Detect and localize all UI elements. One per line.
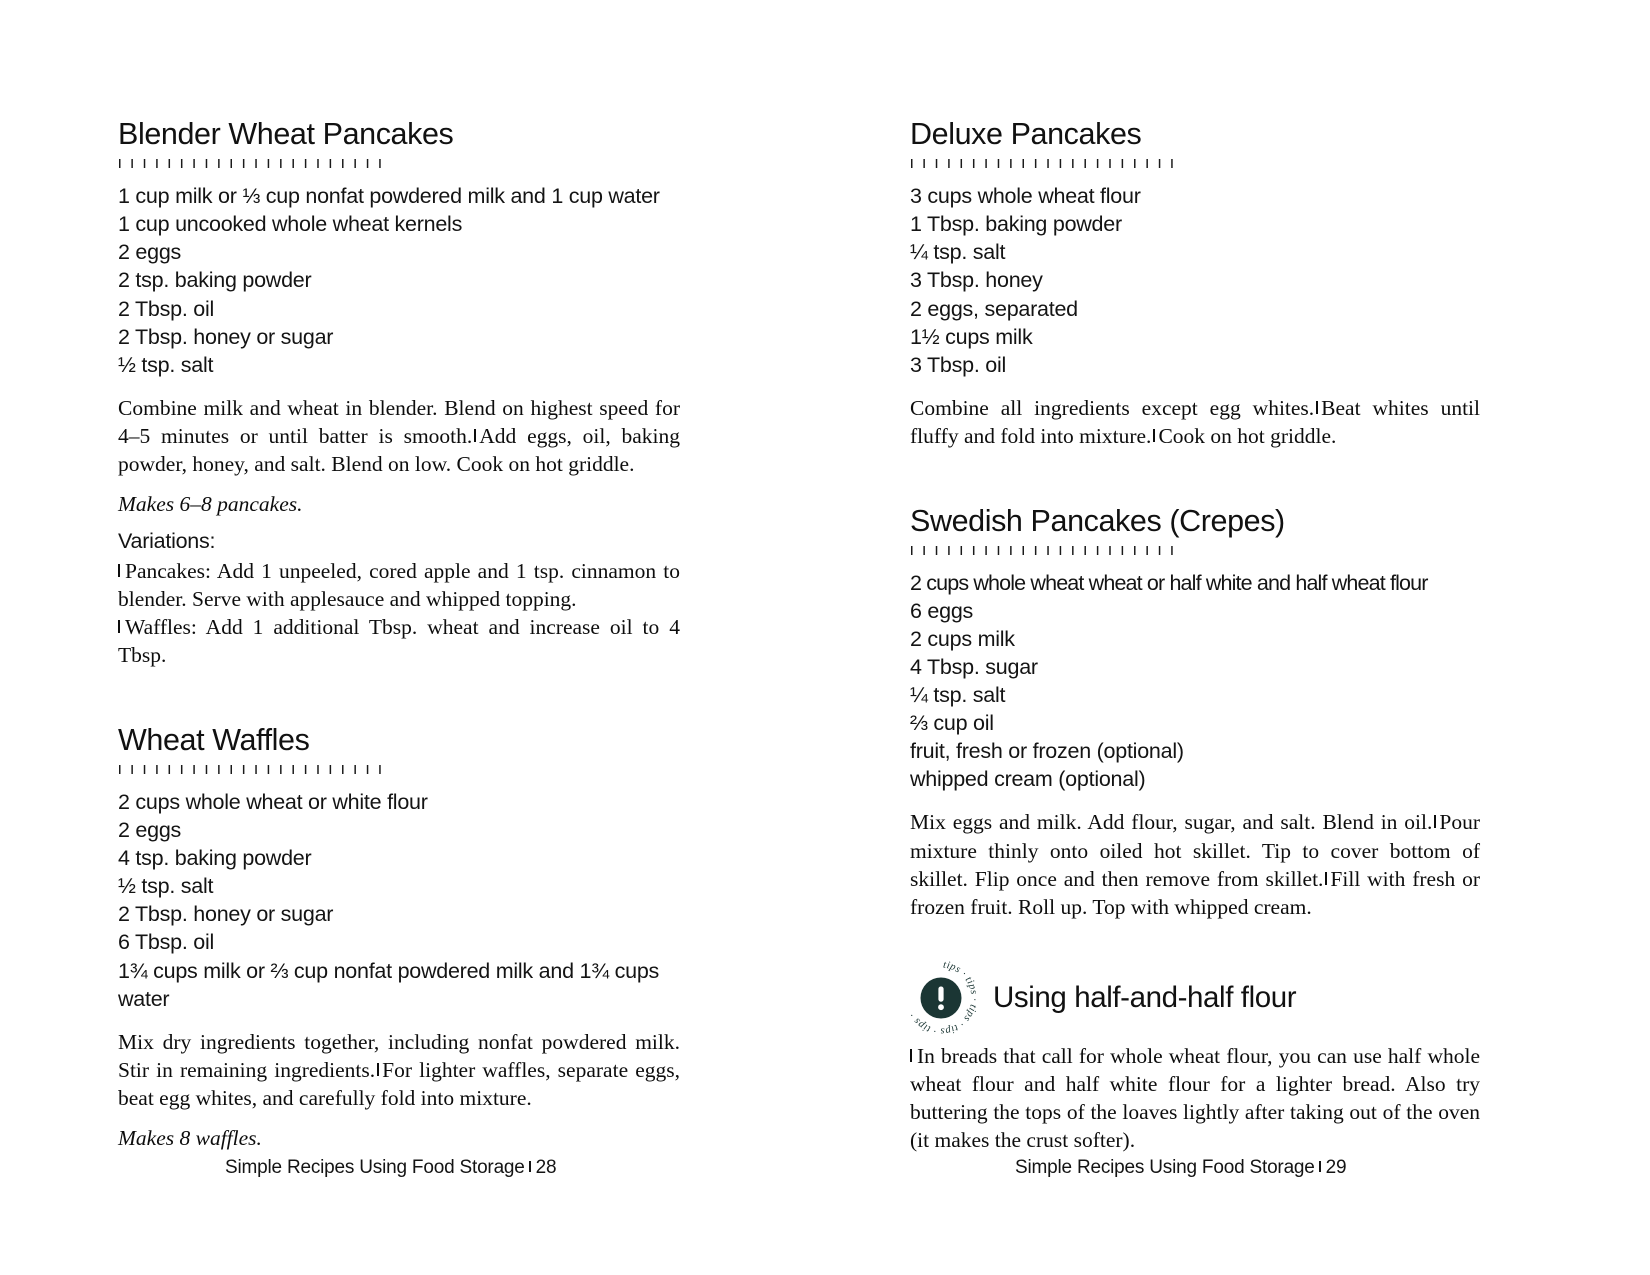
section-spacer [910,921,1480,959]
tick-separator-icon [1434,815,1436,828]
ingredient-list [910,182,1480,378]
recipe-title: Blender Wheat Pancakes [118,117,454,151]
variation-item [118,557,680,613]
ingredient-item: 2 tsp. baking powder [118,268,312,293]
ingredient-item: 2 cups whole wheat or white flour [118,790,428,815]
ingredient-item: 2 eggs [118,818,182,843]
tip-block [907,959,1480,1154]
ingredient-item: fruit, fresh or frozen (optional) [910,739,1184,764]
tick-bullet-icon [910,1049,912,1062]
tick-rule-divider [119,157,381,168]
svg-text:tips · tips · tips · tips · ti: tips · tips · tips · tips · tips · [907,959,980,1037]
recipe-title: Swedish Pancakes (Crepes) [910,503,1285,538]
recipe-yield: Makes 8 waffles. [118,1125,262,1150]
ingredient-item: 3 cups whole wheat flour [910,184,1141,209]
tick-rule-divider [911,157,1183,168]
method-sentence: Beat whites until fluffy and fold into mixture. [910,395,1480,448]
footer-book-title: Simple Recipes Using Food Storage [225,1157,525,1178]
tip-header [907,959,1480,1037]
tick-separator-icon [529,1161,531,1172]
footer-book-title: Simple Recipes Using Food Storage [1015,1157,1315,1178]
recipe-wheat-waffles [118,724,680,1153]
ingredient-list [118,788,680,1012]
page-footer-left [225,1157,556,1179]
recipe-yield: Makes 6–8 pancakes. [118,491,303,516]
ingredient-item: 2 cups whole wheat wheat or half white and half wheat flour [910,571,1428,596]
page-right [825,0,1650,1275]
page-footer-right [1015,1157,1346,1179]
ingredient-item: ¼ tsp. salt [910,240,1006,265]
ingredient-item: 2 cups milk [910,627,1015,652]
ingredient-item: 1 cup uncooked whole wheat kernels [118,212,463,237]
method-sentence: For lighter waffles, separate eggs, beat egg whites, and carefully fold into mixture. [118,1057,680,1110]
tip-body [910,1042,1480,1154]
ingredient-item: 3 Tbsp. honey [910,268,1043,293]
tip-title: Using half-and-half flour [993,980,1297,1014]
ingredient-item: 1 cup milk or ⅓ cup nonfat powdered milk and 1 cup water [118,184,660,209]
ingredient-list [910,569,1480,793]
method-sentence: Cook on hot griddle. [1158,423,1337,448]
tick-separator-icon [377,1063,379,1076]
recipe-blender-wheat-pancakes [118,118,680,669]
variation-text: Waffles: Add 1 additional Tbsp. wheat and increase oil to 4 Tbsp. [118,614,680,667]
ingredient-item: 4 Tbsp. sugar [910,655,1038,680]
method-sentence: Mix eggs and milk. Add flour, sugar, and salt. Blend in oil. [910,810,1433,835]
section-spacer [910,450,1480,505]
variation-text: Pancakes: Add 1 unpeeled, cored apple and 1 tsp. cinnamon to blender. Serve with applesauce and whipped topping. [118,558,680,611]
ingredient-item: 2 eggs [118,240,182,265]
ingredient-item: ⅔ cup oil [910,711,994,736]
ingredient-item: 2 Tbsp. honey or sugar [118,324,334,349]
page-number: 28 [535,1157,557,1178]
method-sentence: Mix dry ingredients together, including nonfat powdered milk. Stir in remaining ingredients. [118,1029,680,1082]
section-spacer [118,669,680,724]
ingredient-item: 6 Tbsp. oil [118,930,215,955]
ingredient-item: ½ tsp. salt [118,352,214,377]
tick-separator-icon [1319,1161,1321,1172]
recipe-method [118,394,680,478]
tick-separator-icon [474,429,476,442]
recipe-method [118,1028,680,1112]
ingredient-item: 3 Tbsp. oil [910,352,1007,377]
recipe-title: Deluxe Pancakes [910,117,1142,151]
recipe-deluxe-pancakes [910,118,1480,450]
ingredient-item: 1¾ cups milk or ⅔ cup nonfat powdered milk and 1¾ cups water [118,958,660,1011]
recipe-swedish-pancakes [910,505,1480,921]
tick-separator-icon [1153,429,1155,442]
tick-rule-divider [119,763,381,774]
tick-bullet-icon [118,620,120,633]
tick-bullet-icon [118,564,120,577]
method-sentence: Combine all ingredients except egg whites. [910,395,1315,420]
tips-badge-icon [902,959,980,1037]
ingredient-item: 4 tsp. baking powder [118,846,312,871]
method-sentence: Add eggs, oil, baking powder, honey, and salt. Blend on low. Cook on hot griddle. [118,423,680,476]
ingredient-item: 1 Tbsp. baking powder [910,212,1122,237]
ingredient-item: 2 Tbsp. oil [118,296,215,321]
method-sentence: Pour mixture thinly onto oiled hot skillet. Tip to cover bottom of skillet. Flip once and then remove from skillet. [910,810,1480,891]
page-number: 29 [1325,1157,1347,1178]
recipe-title: Wheat Waffles [118,722,310,757]
ingredient-item: 2 Tbsp. honey or sugar [118,902,334,927]
tick-rule-divider [911,544,1183,555]
ingredient-list [118,182,680,378]
recipe-method [910,808,1480,920]
ingredient-item: whipped cream (optional) [910,767,1146,792]
recipe-method [910,394,1480,450]
ingredient-item: ½ tsp. salt [118,874,214,899]
method-sentence: Fill with fresh or frozen fruit. Roll up. Top with whipped cream. [910,866,1480,919]
ingredient-item: 6 eggs [910,599,974,624]
tick-separator-icon [1316,401,1318,414]
ingredient-item: 1½ cups milk [910,324,1033,349]
ingredient-item: 2 eggs, separated [910,296,1078,321]
tick-separator-icon [1325,872,1327,885]
method-sentence: Combine milk and wheat in blender. Blend on highest speed for 4–5 minutes or until batter is smooth. [118,395,680,448]
tip-body-text: In breads that call for whole wheat flour, you can use half whole wheat flour and half white flour for a lighter bread. Also try buttering the tops of the loaves lightly after taking out of the oven (it makes the crust softer). [910,1043,1480,1152]
variation-item [118,613,680,669]
ingredient-item: ¼ tsp. salt [910,683,1006,708]
variations-label: Variations: [118,528,216,553]
